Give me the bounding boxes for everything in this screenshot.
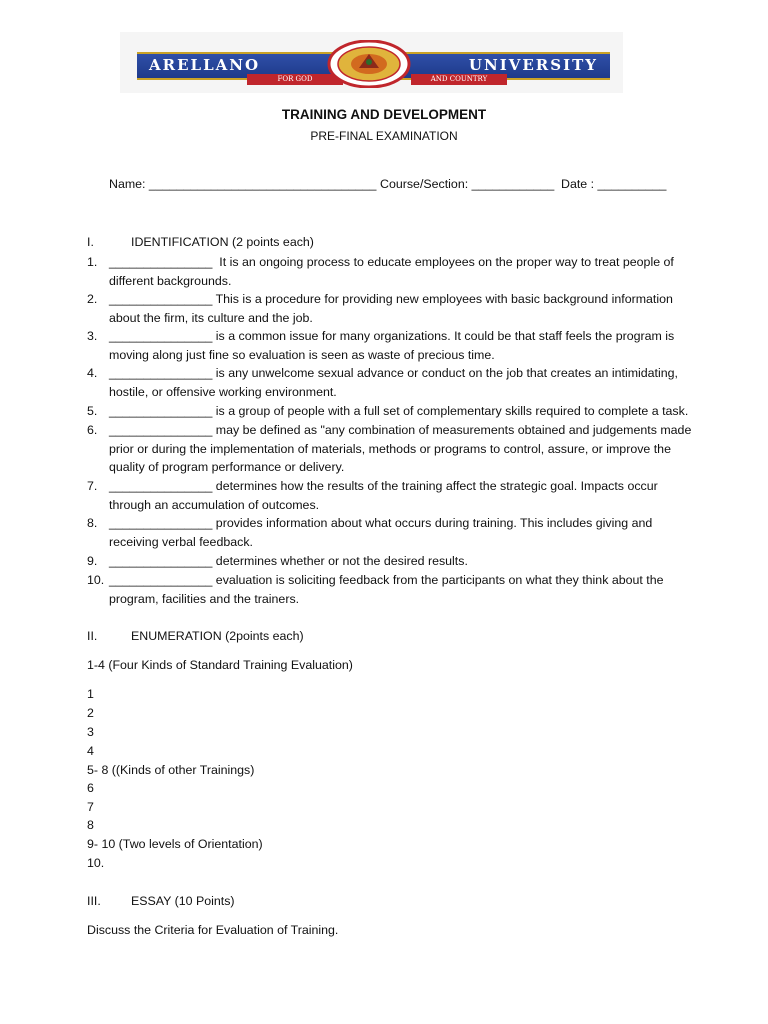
item-text-line: moving along just fine so evaluation is seen as waste of precious time.: [109, 347, 495, 362]
item-text-line: _______________ is a common issue for many organizations. It could be that staff feels the program is: [109, 329, 675, 343]
item-text-line: quality of program performance or delivery.: [109, 460, 345, 475]
item-text-line: _______________ provides information about what occurs during training. This includes giving and: [109, 516, 653, 530]
enumeration-line: 9- 10 (Two levels of Orientation): [87, 837, 263, 851]
enumeration-line: 5- 8 ((Kinds of other Trainings): [87, 763, 255, 777]
item-number: 7.: [87, 479, 98, 493]
item-text-line: prior or during the implementation of materials, methods or programs to control, assure, or improve the: [109, 441, 671, 456]
enumeration-line: 10.: [87, 856, 105, 870]
enumeration-line: 2: [87, 706, 94, 720]
item-number: 10.: [87, 573, 105, 587]
university-logo-banner: [120, 32, 623, 93]
item-text-line: through an accumulation of outcomes.: [109, 497, 320, 512]
item-text-line: receiving verbal feedback.: [109, 534, 253, 549]
item-text-line: hostile, or offensive working environment.: [109, 384, 337, 399]
item-text-line: _______________ It is an ongoing process to educate employees on the proper way to treat people of: [109, 255, 674, 269]
course-section-field: Course/Section: ____________: [380, 177, 555, 191]
item-text-line: _______________ may be defined as "any combination of measurements obtained and judgements made: [109, 423, 692, 437]
enumeration-line: 6: [87, 781, 94, 795]
logo-motto-left: FOR GOD: [247, 74, 343, 85]
section-3-numeral: III.: [87, 894, 101, 908]
enumeration-line: 1-4 (Four Kinds of Standard Training Evaluation): [87, 658, 353, 672]
enumeration-line: 3: [87, 725, 94, 739]
section-1-numeral: I.: [87, 235, 94, 249]
logo-left-text: ARELLANO: [149, 56, 261, 74]
item-text-line: _______________ determines whether or not the desired results.: [109, 554, 468, 568]
item-number: 2.: [87, 292, 98, 306]
section-3-heading: ESSAY (10 Points): [131, 894, 235, 908]
enumeration-line: 4: [87, 744, 94, 758]
logo-right-text: UNIVERSITY: [468, 56, 598, 74]
page-subtitle: PRE-FINAL EXAMINATION: [310, 129, 458, 143]
item-text-line: _______________ is any unwelcome sexual advance or conduct on the job that creates an intimidating,: [109, 366, 678, 380]
item-text-line: _______________ is a group of people with a full set of complementary skills required to complete a task.: [109, 404, 689, 418]
item-number: 4.: [87, 366, 98, 380]
section-2-numeral: II.: [87, 629, 98, 643]
date-field: Date : __________: [561, 177, 667, 191]
university-seal-icon: [326, 40, 412, 88]
logo-motto-right: AND COUNTRY: [411, 74, 507, 85]
item-text-line: _______________ This is a procedure for providing new employees with basic background information: [109, 292, 673, 306]
item-number: 9.: [87, 554, 98, 568]
item-text-line: different backgrounds.: [109, 273, 232, 288]
item-text-line: _______________ evaluation is soliciting feedback from the participants on what they think about the: [109, 573, 664, 587]
section-2-heading: ENUMERATION (2points each): [131, 629, 304, 643]
section-1-heading: IDENTIFICATION (2 points each): [131, 235, 314, 249]
enumeration-line: 8: [87, 818, 94, 832]
essay-prompt: Discuss the Criteria for Evaluation of Training.: [87, 923, 339, 937]
item-text-line: program, facilities and the trainers.: [109, 591, 300, 606]
item-text-line: about the firm, its culture and the job.: [109, 310, 313, 325]
enumeration-line: 7: [87, 800, 94, 814]
item-number: 1.: [87, 255, 98, 269]
name-field: Name: _________________________________: [109, 177, 377, 191]
enumeration-line: 1: [87, 687, 94, 701]
page-title: TRAINING AND DEVELOPMENT: [281, 107, 487, 122]
item-number: 6.: [87, 423, 98, 437]
item-text-line: _______________ determines how the results of the training affect the strategic goal. Impacts occur: [109, 479, 658, 493]
item-number: 8.: [87, 516, 98, 530]
item-number: 5.: [87, 404, 98, 418]
item-number: 3.: [87, 329, 98, 343]
